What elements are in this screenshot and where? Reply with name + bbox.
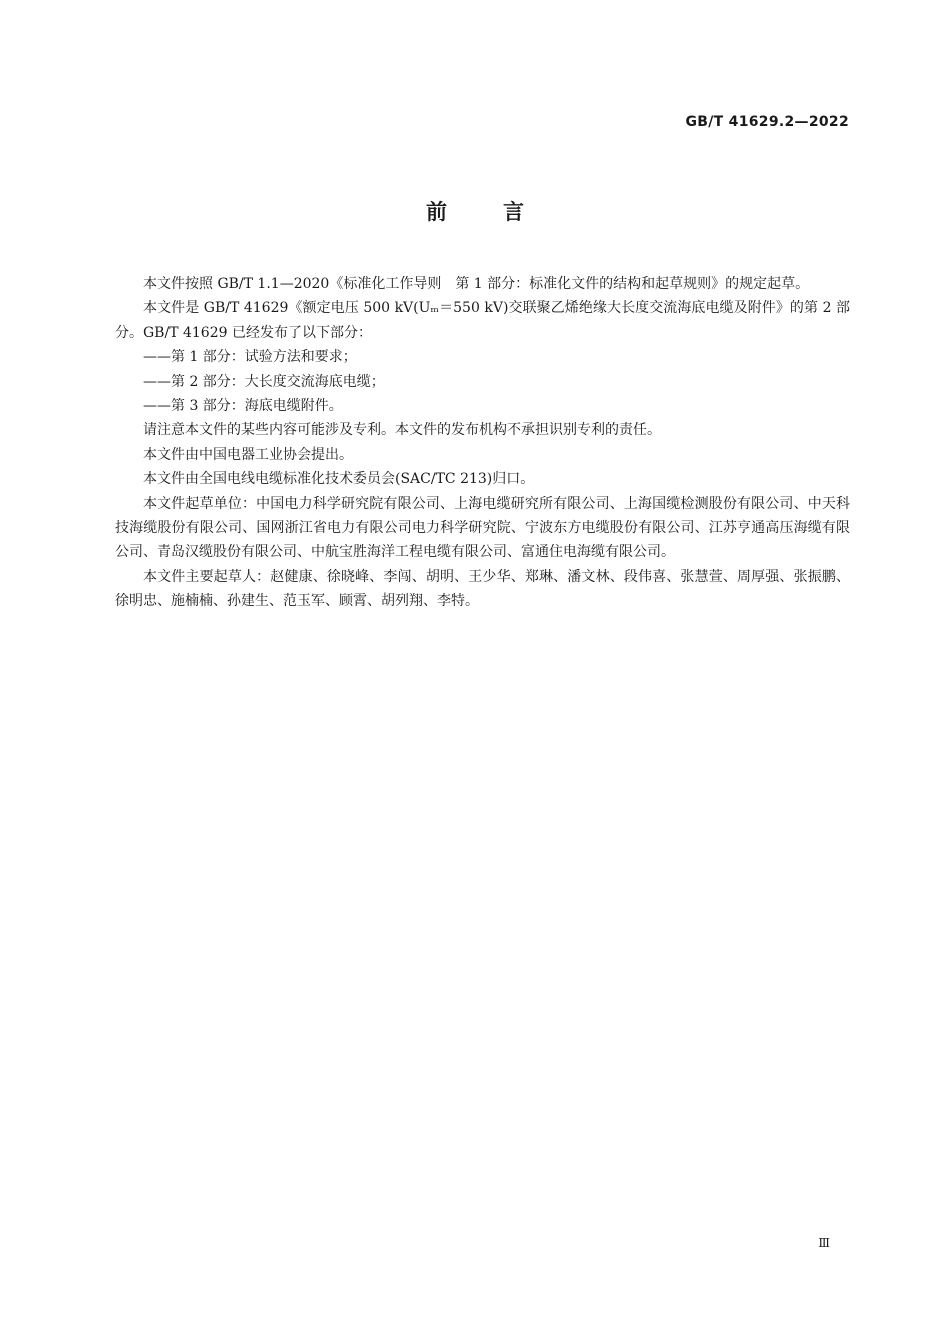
document-body	[115, 272, 850, 614]
paragraph-drafting-rules: 本文件按照 GB/T 1.1—2020《标准化工作导则 第 1 部分：标准化文件的结构和起草规则》的规定起草。	[143, 276, 810, 292]
paragraph-drafters: 本文件主要起草人：赵健康、徐晓峰、李闯、胡明、王少华、郑琳、潘文林、段伟喜、张慧萱、周厚强、张振鹏、徐明忠、施楠楠、孙建生、范玉军、顾霄、胡列翔、李特。	[115, 568, 850, 610]
paragraph-drafting-units: 本文件起草单位：中国电力科学研究院有限公司、上海电缆研究所有限公司、上海国缆检测股份有限公司、中天科技海缆股份有限公司、国网浙江省电力有限公司电力科学研究院、宁波东方电缆股份有限公司、江苏亨通高压海缆有限公司、青岛汉缆股份有限公司、中航宝胜海洋工程电缆有限公司、富通住电海缆有限公司。	[115, 495, 850, 561]
page-number: Ⅲ	[818, 1236, 830, 1250]
list-item-part-1: ——第 1 部分：试验方法和要求；	[143, 349, 357, 366]
paragraph-series-intro: 本文件是 GB/T 41629《额定电压 500 kV(Uₘ＝550 kV)交联聚乙烯绝缘大长度交流海底电缆及附件》的第 2 部分。GB/T 41629 已经发布了以下部分：	[115, 300, 850, 341]
paragraph-committee: 本文件由全国电线电缆标准化技术委员会(SAC/TC 213)归口。	[143, 471, 535, 488]
page-title: 前言	[426, 200, 580, 224]
list-item-part-3: ——第 3 部分：海底电缆附件。	[143, 398, 343, 415]
standard-code: GB/T 41629.2—2022	[685, 114, 849, 130]
list-item-part-2: ——第 2 部分：大长度交流海底电缆；	[143, 373, 385, 390]
paragraph-proposer: 本文件由中国电器工业协会提出。	[143, 446, 353, 463]
paragraph-patent-notice: 请注意本文件的某些内容可能涉及专利。本文件的发布机构不承担识别专利的责任。	[143, 422, 661, 439]
